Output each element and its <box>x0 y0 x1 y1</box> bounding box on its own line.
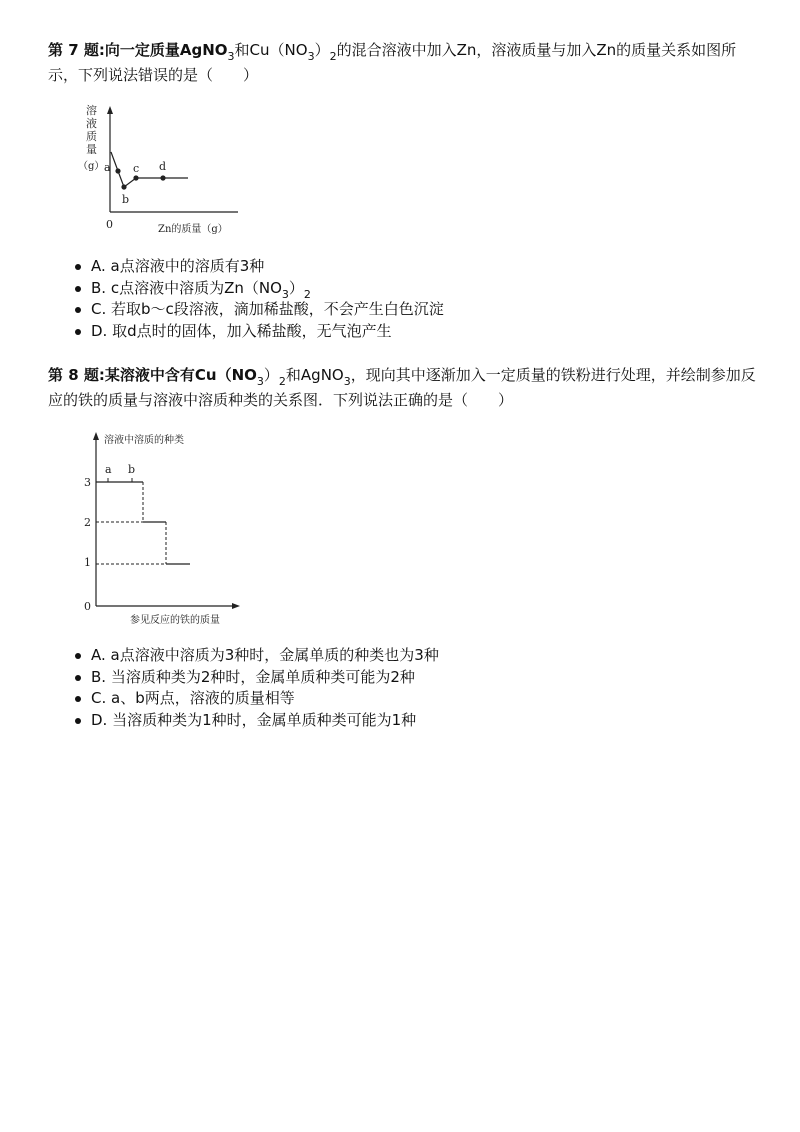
x-axis-label: 参见反应的铁的质量 <box>130 615 220 626</box>
point-c-label: c <box>133 162 140 175</box>
y-tick-3: 3 <box>84 476 91 489</box>
point-d-marker <box>160 175 165 180</box>
question-7-figure <box>78 100 248 240</box>
point-b-marker <box>121 184 126 189</box>
mass-curve <box>111 152 188 187</box>
y-tick-0: 0 <box>84 600 91 613</box>
y-axis-arrow <box>107 106 113 114</box>
y-tick-1: 1 <box>84 556 91 569</box>
question-8-option-c[interactable]: C. a、b两点，溶液的质量相等 <box>72 688 439 710</box>
question-7-options <box>72 256 444 342</box>
question-8-stem-bold: 某溶液中含有Cu（NO <box>104 366 257 384</box>
y-label-char: 质 <box>86 130 97 143</box>
question-8-option-b[interactable]: B. 当溶质种类为2种时，金属单质种类可能为2种 <box>72 667 439 689</box>
point-a-label: a <box>104 161 111 174</box>
question-7-stem-bold: 向一定质量AgNO <box>104 41 228 59</box>
y-label-char: 量 <box>86 143 97 156</box>
point-b-label: b <box>122 193 130 206</box>
point-b-label: b <box>128 463 136 476</box>
question-8-option-d[interactable]: D. 当溶质种类为1种时，金属单质种类可能为1种 <box>72 710 439 732</box>
question-8-heading: 第 8 题: <box>48 366 105 384</box>
x-axis-label: Zn的质量（g） <box>158 224 228 235</box>
y-axis-arrow <box>93 432 99 440</box>
y-axis-label: 溶液中溶质的种类 <box>104 435 184 446</box>
question-7-option-c[interactable]: C. 若取b～c段溶液，滴加稀盐酸，不会产生白色沉淀 <box>72 299 444 321</box>
x-axis-arrow <box>232 603 240 609</box>
point-d-label: d <box>159 160 167 173</box>
point-c-marker <box>133 175 138 180</box>
question-7-option-a[interactable]: A. a点溶液中的溶质有3种 <box>72 256 444 278</box>
question-8-option-a[interactable]: A. a点溶液中溶质为3种时，金属单质的种类也为3种 <box>72 645 439 667</box>
point-a-marker <box>115 168 120 173</box>
question-7-option-d[interactable]: D. 取d点时的固体，加入稀盐酸，无气泡产生 <box>72 321 444 343</box>
y-label-char: 液 <box>86 117 97 130</box>
question-7-heading: 第 7 题: <box>48 41 105 59</box>
y-label-char: 溶 <box>86 104 97 117</box>
question-8-options <box>72 645 439 731</box>
question-8-figure <box>76 426 256 630</box>
y-tick-2: 2 <box>84 516 91 529</box>
origin-label: 0 <box>106 218 113 231</box>
y-unit: （g） <box>78 161 105 172</box>
question-7-stem: 第 7 题:向一定质量AgNO$_3$和$Cu(NO_3)_2$的混合溶液中加入Zn，溶液质量与加入Zn的质量关系如图所示，下列说法错误的是（ ） <box>48 41 737 84</box>
point-a-label: a <box>105 463 112 476</box>
question-7-option-b[interactable]: B. c点溶液中溶质为$Zn(NO_3)_2$ <box>72 278 444 300</box>
question-8-stem: 第 8 题:某溶液中含有$Cu(NO_3)_2$和AgNO$_3$，现向其中逐渐加入一定质量的铁粉进行处理，并绘制参加反应的铁的质量与溶液中溶质种类的关系图．下列说法正确的是（ ） <box>48 366 756 409</box>
